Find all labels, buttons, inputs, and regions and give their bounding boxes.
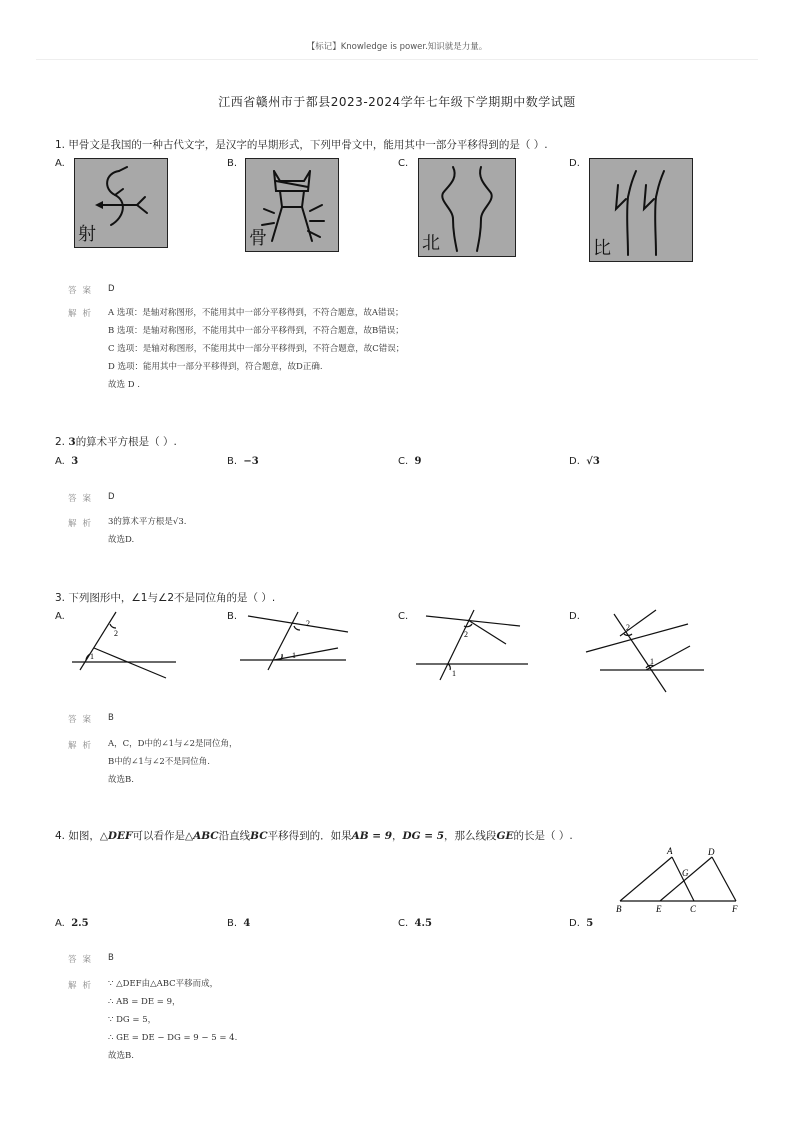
q2-analysis-line: 故选D.: [108, 535, 135, 545]
q4-point-c: C: [690, 904, 697, 914]
q4-point-a: A: [667, 846, 673, 856]
q4-stem-ge: GE: [496, 830, 514, 842]
q4-option-b-value: 4: [243, 918, 251, 929]
q1-stem: 1. 甲骨文是我国的一种古代文字，是汉字的早期形式，下列甲骨文中，能用其中一部分平移得到的是（ ）.: [55, 139, 548, 151]
q2-stem: [55, 434, 177, 449]
q4-stem-def: △DEF: [99, 830, 133, 842]
q4-stem-text: ，那么线段: [444, 830, 497, 842]
q4-option-a-value: 2.5: [71, 918, 89, 929]
q4-option-b[interactable]: [227, 918, 250, 929]
q1-option-d-char: 比: [593, 238, 611, 259]
q3-b-angle2-label: 2: [306, 619, 310, 628]
q4-option-d[interactable]: [569, 918, 593, 929]
q2-option-c-value: 9: [414, 456, 422, 467]
q2-option-c-letter: C.: [398, 456, 409, 467]
q3-option-d-figure[interactable]: [584, 606, 706, 696]
q4-point-e: E: [656, 904, 662, 914]
q1-option-b-letter: B.: [227, 158, 238, 169]
q1-analysis-label: 解析: [68, 309, 98, 319]
q1-answer-label: 答案: [68, 286, 98, 296]
q3-d-angle2-label: 2: [626, 623, 630, 632]
q4-stem-text: 的长是（ ）.: [513, 830, 573, 842]
q2-stem-text: 的算术平方根是（ ）.: [75, 436, 177, 448]
q4-analysis-label: 解析: [68, 981, 98, 991]
q1-option-a-letter: A.: [55, 158, 65, 169]
header-divider: [36, 59, 758, 60]
q2-option-c[interactable]: [398, 456, 422, 467]
q1-option-a-image[interactable]: [74, 158, 168, 248]
q4-answer-label: 答案: [68, 955, 98, 965]
q3-analysis-line: 故选B.: [108, 775, 134, 785]
q3-a-angle2-label: 2: [114, 629, 118, 638]
q3-option-c-letter: C.: [398, 611, 409, 622]
q1-option-c-image[interactable]: [418, 158, 516, 257]
page-title: 江西省赣州市于都县2023-2024学年七年级下学期期中数学试题: [218, 95, 576, 109]
q4-option-c-value: 4.5: [414, 918, 432, 929]
q1-analysis-line: D 选项：能用其中一部分平移得到，符合题意，故D正确.: [108, 362, 323, 372]
q4-point-d: D: [708, 847, 715, 857]
q4-analysis-line: ∴ AB = DE = 9，: [108, 997, 181, 1007]
q2-option-a[interactable]: [55, 456, 78, 467]
q1-option-d-letter: D.: [569, 158, 580, 169]
q4-answer: B: [108, 953, 114, 963]
q3-stem: 3. 下列图形中，∠1与∠2不是同位角的是（ ）.: [55, 592, 276, 604]
q1-analysis-line: 故选 D .: [108, 380, 140, 390]
q3-option-d-letter: D.: [569, 611, 580, 622]
q2-option-d-letter: D.: [569, 456, 580, 467]
q4-stem-abc: △ABC: [185, 830, 219, 842]
q1-option-c-letter: C.: [398, 158, 409, 169]
q3-analysis-line: A，C，D中的∠1与∠2是同位角，: [108, 739, 238, 749]
q4-option-d-value: 5: [586, 918, 594, 929]
q2-option-b-value: −3: [243, 456, 259, 467]
q4-stem-text: 沿直线: [218, 830, 251, 842]
q4-analysis-line: ∴ GE = DE − DG = 9 − 5 = 4.: [108, 1033, 238, 1043]
q2-option-d[interactable]: [569, 456, 600, 467]
q1-option-a-char: 射: [78, 224, 96, 245]
q4-option-d-letter: D.: [569, 918, 580, 929]
q3-analysis: [108, 735, 238, 789]
q4-option-a[interactable]: [55, 918, 89, 929]
q4-stem-bc: BC: [250, 830, 268, 842]
q4-figure: [612, 844, 742, 916]
q3-c-angle1-label: 1: [452, 669, 456, 678]
q3-answer-label: 答案: [68, 715, 98, 725]
q1-option-c-char: 北: [422, 233, 440, 254]
q4-stem-text: ，: [392, 830, 403, 842]
q1-analysis-line: A 选项：是轴对称图形，不能用其中一部分平移得到，不符合题意，故A错误；: [108, 308, 404, 318]
q3-option-b-figure[interactable]: [238, 608, 350, 680]
q2-option-b[interactable]: [227, 456, 259, 467]
q1-option-d-image[interactable]: [589, 158, 693, 262]
q4-analysis-line: 故选B.: [108, 1051, 134, 1061]
q1-analysis: [108, 304, 404, 394]
q2-answer: D: [108, 492, 115, 502]
q4-option-c-letter: C.: [398, 918, 409, 929]
q3-analysis-label: 解析: [68, 741, 98, 751]
q1-option-b-image[interactable]: [245, 158, 339, 252]
q4-analysis-line: ∵ △DEF由△ABC平移而成，: [108, 979, 219, 989]
q3-option-b-letter: B.: [227, 611, 238, 622]
q2-option-d-value: √3: [586, 456, 600, 467]
q4-stem-ab: AB = 9: [351, 830, 393, 842]
q4-point-b: B: [616, 904, 622, 914]
q1-analysis-line: B 选项：是轴对称图形，不能用其中一部分平移得到，不符合题意，故B错误；: [108, 326, 404, 336]
q2-analysis-label: 解析: [68, 519, 98, 529]
q4-option-c[interactable]: [398, 918, 432, 929]
q3-a-angle1-label: 1: [90, 652, 94, 661]
q3-answer: B: [108, 713, 114, 723]
q4-analysis-line: ∵ DG = 5，: [108, 1015, 157, 1025]
q4-option-b-letter: B.: [227, 918, 238, 929]
q1-option-b-char: 骨: [249, 228, 267, 249]
q4-stem-text: 4. 如图，: [55, 830, 100, 842]
q3-analysis-line: B中的∠1与∠2不是同位角.: [108, 757, 211, 767]
q4-point-f: F: [732, 904, 738, 914]
q4-option-a-letter: A.: [55, 918, 65, 929]
q3-option-a-letter: A.: [55, 611, 65, 622]
q2-option-a-value: 3: [71, 456, 79, 467]
q2-analysis: [108, 513, 186, 549]
q3-c-angle2-label: 2: [464, 630, 468, 639]
q4-stem-text: 可以看作是: [132, 830, 185, 842]
q3-b-angle1-label: 1: [292, 651, 296, 660]
q2-stem-value: 3: [68, 436, 76, 448]
q2-option-b-letter: B.: [227, 456, 238, 467]
q3-option-c-figure[interactable]: [412, 608, 532, 682]
q1-analysis-line: C 选项：是轴对称图形，不能用其中一部分平移得到，不符合题意，故C错误；: [108, 344, 405, 354]
q2-answer-label: 答案: [68, 494, 98, 504]
q3-d-angle1-label: 1: [650, 657, 654, 666]
q2-analysis-line: 3的算术平方根是√3.: [108, 517, 187, 527]
q2-stem-num: 2.: [55, 436, 66, 448]
q4-stem-dg: DG = 5: [402, 830, 445, 842]
q4-analysis: [108, 975, 237, 1065]
q4-stem: [55, 828, 573, 843]
q4-stem-text: 平移得到的．如果: [267, 830, 352, 842]
q3-option-a-figure[interactable]: [70, 608, 182, 688]
q4-point-g: G: [682, 868, 689, 878]
header-note: 【标记】Knowledge is power.知识就是力量。: [306, 42, 488, 52]
q1-answer: D: [108, 284, 115, 294]
q2-option-a-letter: A.: [55, 456, 65, 467]
